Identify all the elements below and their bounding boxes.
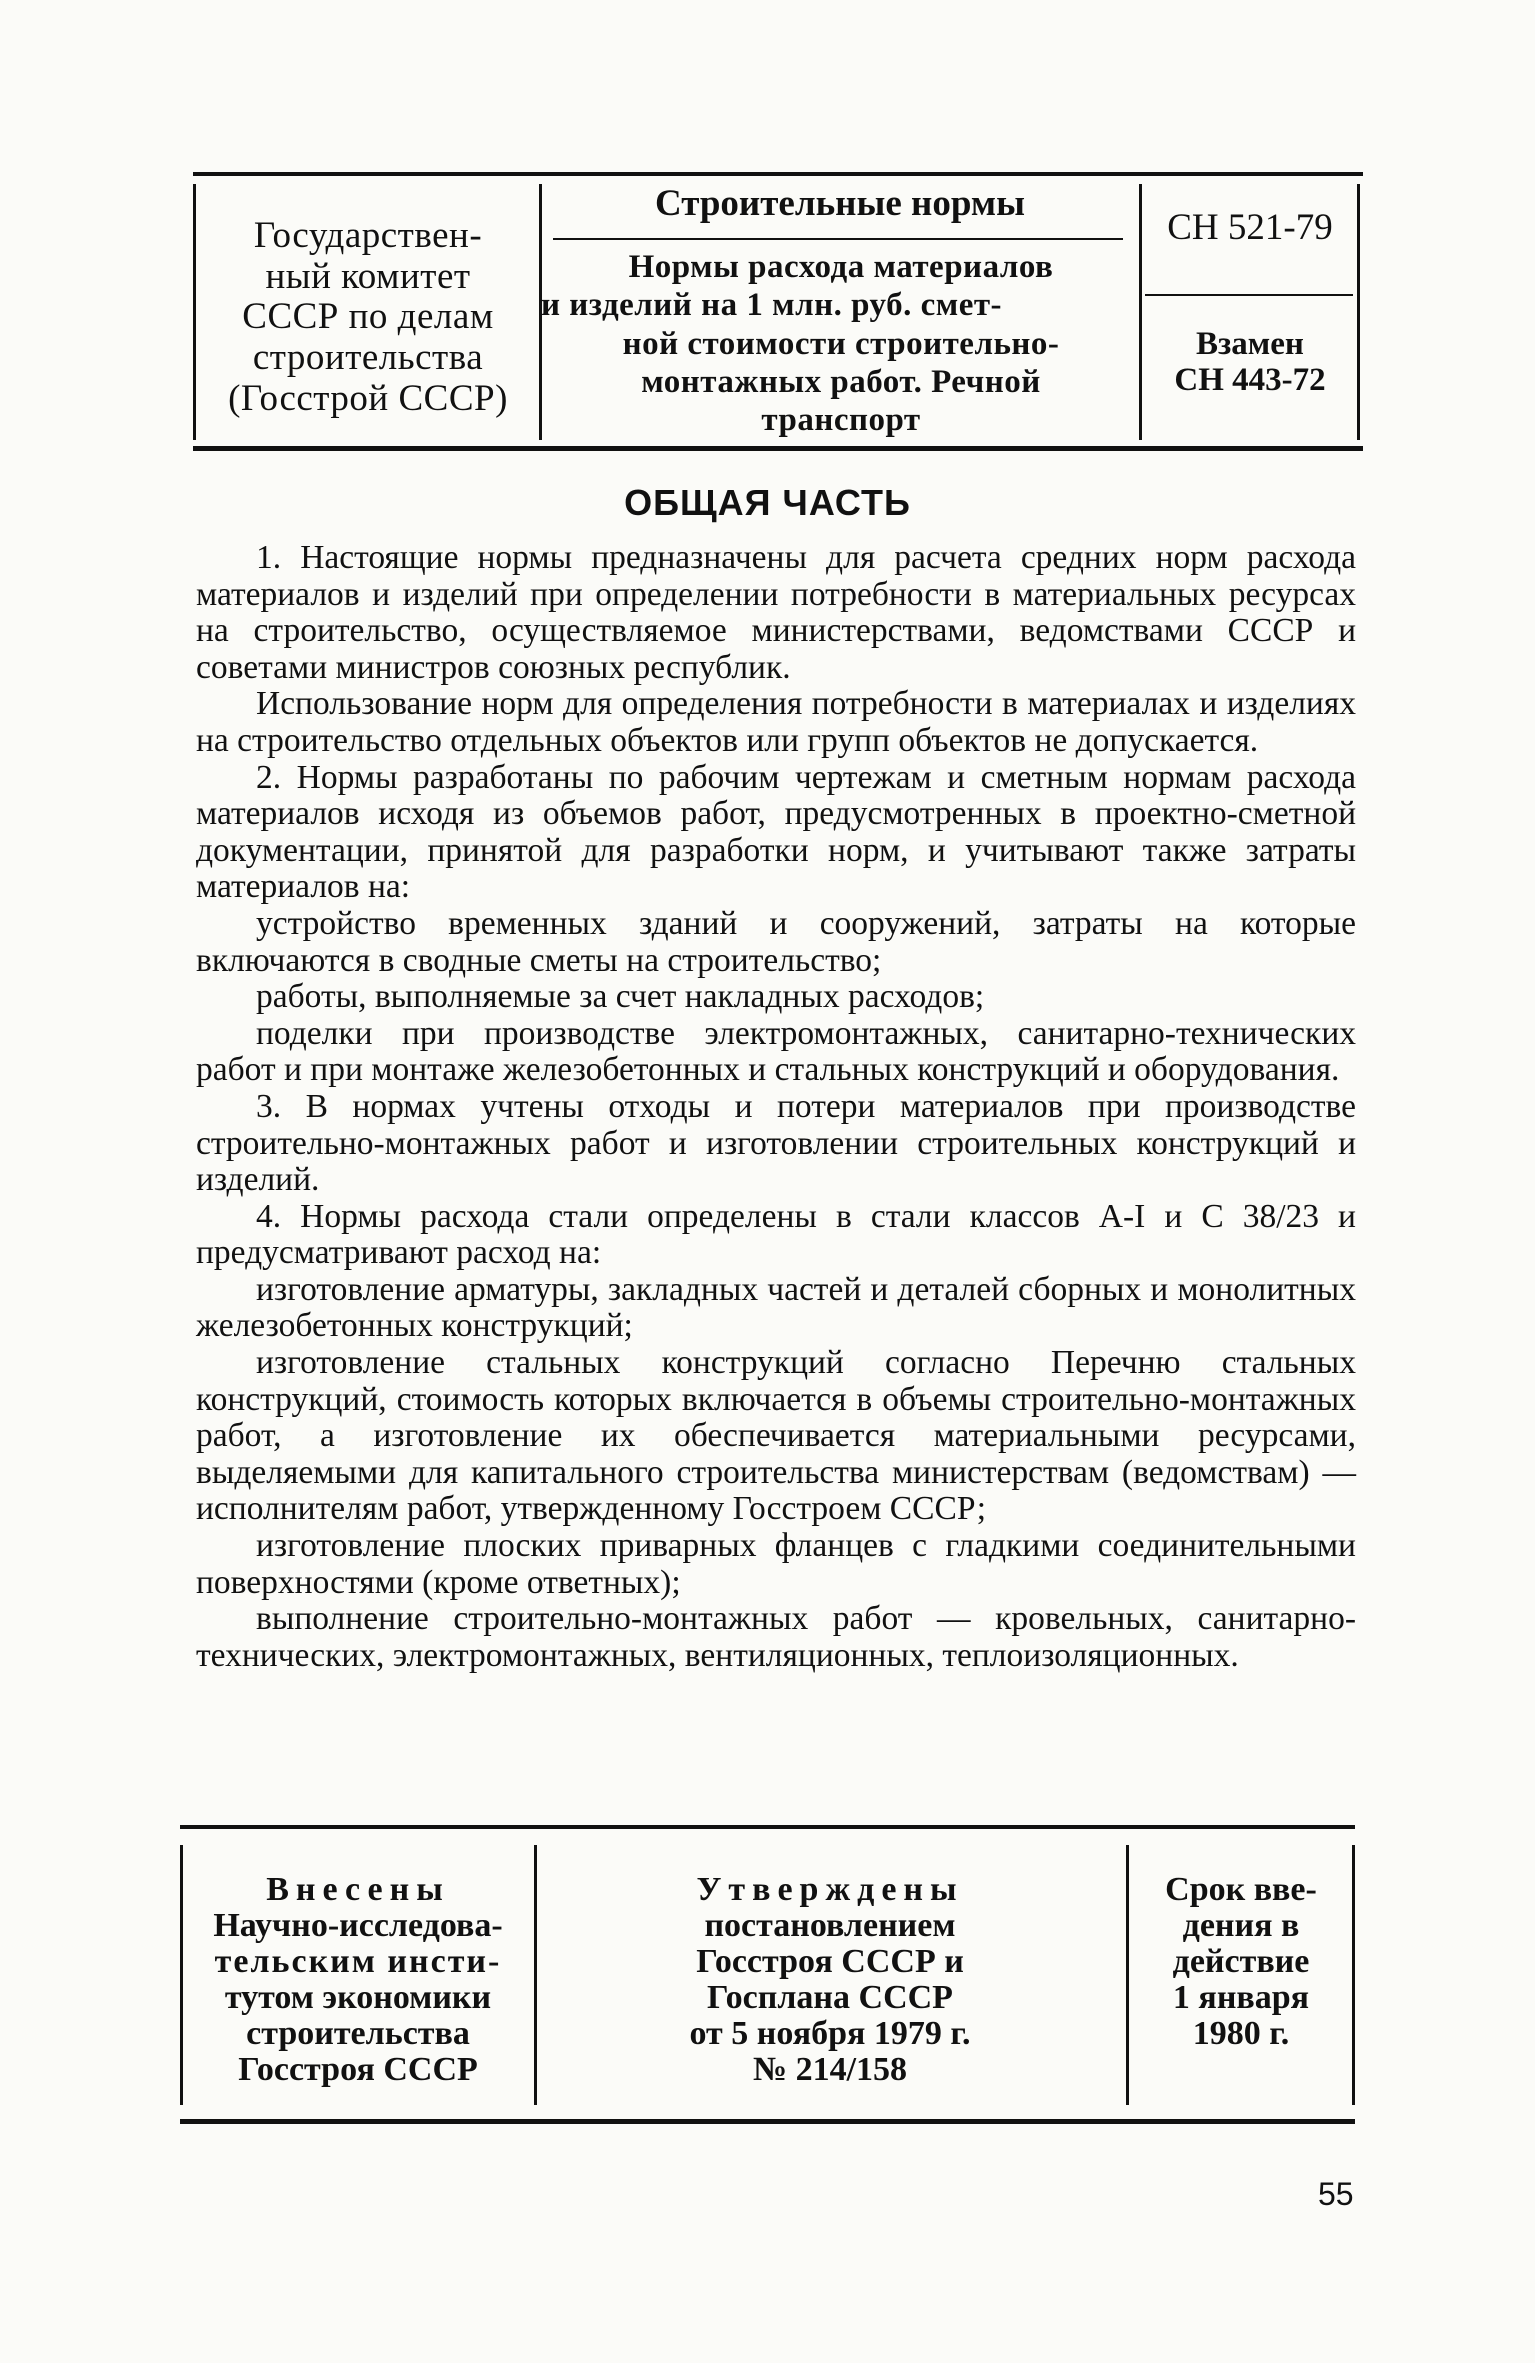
effective-line: 1980 г. <box>1192 2015 1290 2052</box>
org-line: Государствен- <box>253 215 483 256</box>
approved-line: № 214/158 <box>752 2051 908 2088</box>
subject-line: Нормы расхода материалов <box>628 249 1054 285</box>
replaces-line: Взамен <box>1196 326 1304 362</box>
paragraph: изготовление стальных конструкций согласно Перечню стальных конструкций, стоимость которых включается в объемы строительно-монтажных работ, а изготовление их обеспечивается материальными ресурсами, выделяемыми для капитального строительства министерствам (ведомствам) — исполнителям работ, утвержденному Госстроем СССР; <box>196 1344 1356 1528</box>
org-line: (Госстрой СССР) <box>228 377 508 419</box>
effective-date <box>1130 1872 1352 2052</box>
paragraph: выполнение строительно-монтажных работ — кровельных, санитарно-технических, электромонтажных, вентиляционных, теплоизоляционных. <box>196 1600 1356 1674</box>
effective-line: действие <box>1172 1943 1310 1980</box>
approved-line: Госстроя СССР и <box>696 1943 964 1980</box>
introduced-by <box>182 1872 534 2088</box>
paragraph: поделки при производстве электромонтажных, санитарно-технических работ и при монтаже железобетонных и стальных конструкций и оборудования. <box>196 1014 1356 1089</box>
page-number: 55 <box>1318 2176 1354 2212</box>
approved-by <box>540 1872 1120 2088</box>
header-rule <box>553 238 1123 240</box>
footer-right-border <box>1352 1845 1355 2105</box>
subject-line: и изделий на 1 млн. руб. смет- <box>541 287 1003 324</box>
norm-subject <box>541 248 1141 439</box>
issuing-organization <box>193 216 543 419</box>
introduced-label: Внесены <box>266 1871 450 1908</box>
approval-table <box>180 1825 1355 2124</box>
subject-line: монтажных работ. Речной <box>641 363 1041 400</box>
org-line: СССР по делам <box>242 296 494 338</box>
effective-line: 1 января <box>1172 1979 1310 2016</box>
header-rule <box>1145 294 1353 296</box>
org-line: ный комитет <box>265 255 471 297</box>
org-line: строительства <box>252 337 484 379</box>
subject-line: транспорт <box>761 402 921 439</box>
paragraph: 3. В нормах учтены отходы и потери материалов при производстве строительно-монтажных работ и изготовлении строительных конструкций и изделий. <box>196 1087 1356 1199</box>
replaces-norm <box>1143 326 1357 399</box>
document-body <box>196 540 1356 1674</box>
paragraph: Использование норм для определения потребности в материалах и изделиях на строительство отдельных объектов или групп объектов не допускается. <box>196 685 1356 759</box>
paragraph: 4. Нормы расхода стали определены в стали классов А-I и С 38/23 и предусматривают расход на: <box>196 1197 1356 1272</box>
paragraph: изготовление плоских приварных фланцев с гладкими соединительными поверхностями (кроме ответных); <box>196 1527 1356 1601</box>
norm-code: СН 521-79 <box>1167 207 1333 248</box>
introduced-line: Научно-исследова- <box>213 1907 503 1944</box>
paragraph: работы, выполняемые за счет накладных расходов; <box>256 978 985 1016</box>
paragraph: 2. Нормы разработаны по рабочим чертежам и сметным нормам расхода материалов исходя из объемов работ, предусмотренных в проектно-сметной документации, принятой для разработки норм, и учитывают также затраты материалов на: <box>196 758 1356 906</box>
section-title: ОБЩАЯ ЧАСТЬ <box>624 482 911 523</box>
header-right-border <box>1357 184 1360 440</box>
paragraph: устройство временных зданий и сооружений, затраты на которые включаются в сводные сметы на строительство; <box>196 904 1356 979</box>
footer-divider-1 <box>534 1845 537 2105</box>
paragraph: 1. Настоящие нормы предназначены для расчета средних норм расхода материалов и изделий при определении потребности в материальных ресурсах на строительство, осуществляемое министерствами, ведомствами СССР и советами министров союзных республик. <box>196 539 1356 686</box>
norm-category: Строительные нормы <box>655 183 1025 224</box>
introduced-line: тутом экономики <box>224 1979 492 2016</box>
introduced-line: Госстроя СССР <box>238 2051 478 2088</box>
replaces-line: СН 443-72 <box>1174 362 1326 399</box>
footer-divider-2 <box>1126 1845 1129 2105</box>
paragraph: изготовление арматуры, закладных частей и деталей сборных и монолитных железобетонных конструкций; <box>196 1270 1356 1345</box>
header-table <box>193 172 1363 451</box>
approved-line: Госплана СССР <box>707 1979 953 2016</box>
introduced-line: тельским инсти- <box>214 1943 502 1980</box>
introduced-line: строительства <box>246 2015 470 2052</box>
approved-line: от 5 ноября 1979 г. <box>689 2015 971 2052</box>
approved-line: постановлением <box>704 1907 956 1944</box>
approved-label: Утверждены <box>696 1871 964 1908</box>
effective-line: дения в <box>1182 1907 1300 1944</box>
effective-line: Срок вве- <box>1165 1871 1317 1908</box>
subject-line: ной стоимости строительно- <box>622 325 1060 362</box>
